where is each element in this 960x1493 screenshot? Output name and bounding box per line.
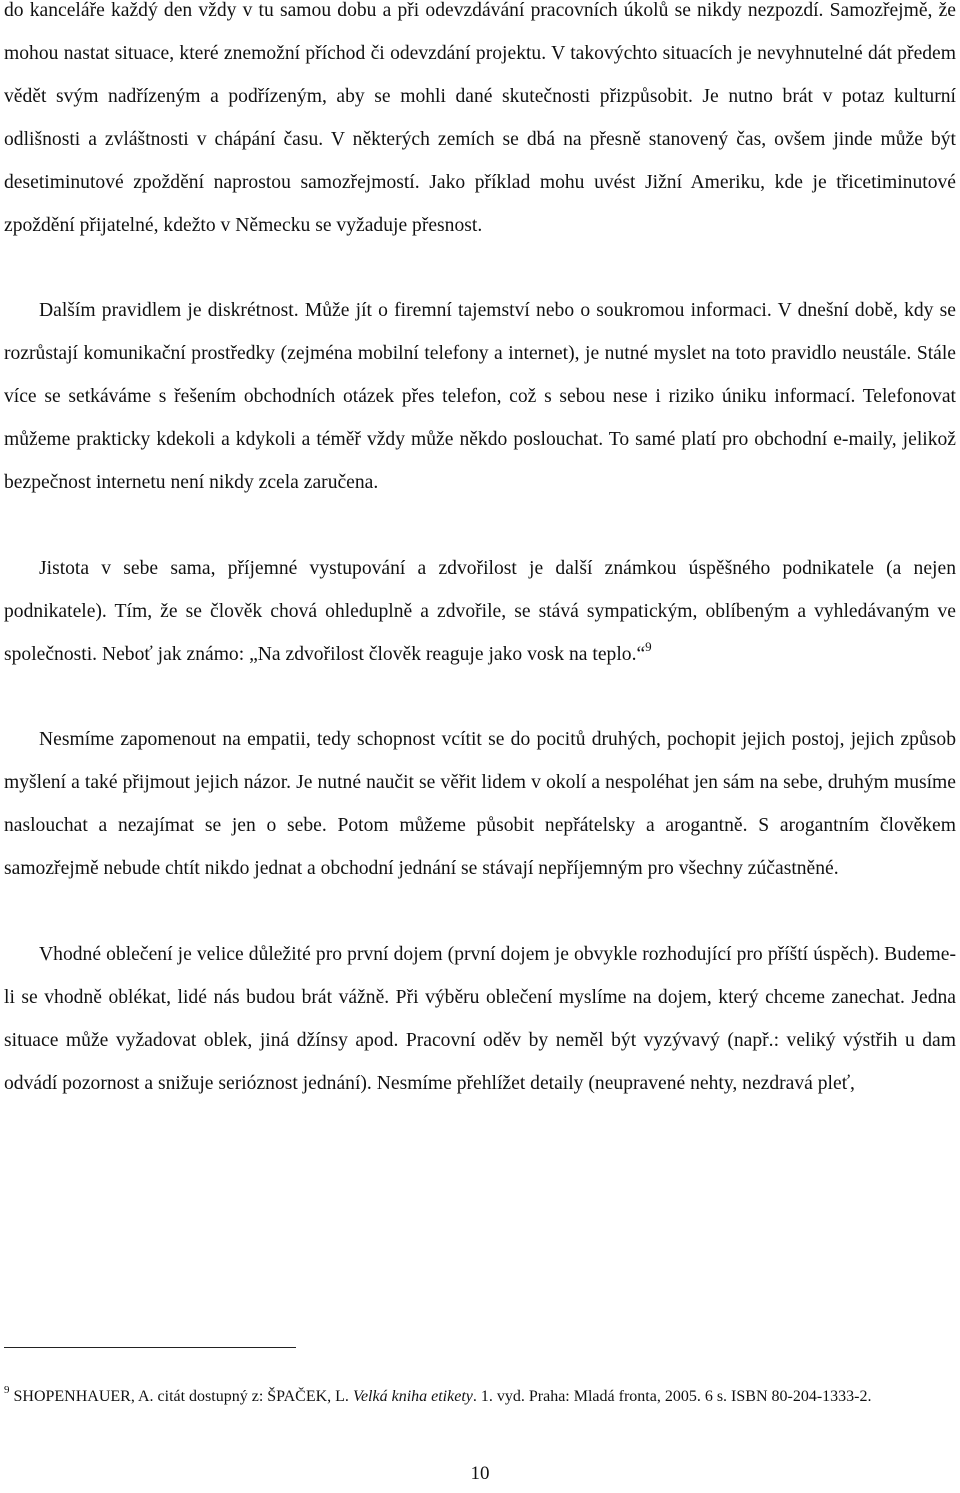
paragraph-3 bbox=[4, 548, 956, 677]
page-number: 10 bbox=[470, 1463, 490, 1484]
paragraph-2: Dalším pravidlem je diskrétnost. Může jít o firemní tajemství nebo o soukromou informaci. V dnešní době, kdy se rozrůstají komunikační prostředky (zejména mobilní telefony a internet), je nutné myslet na toto pravidlo neustále. Stále více se setkáváme s řešením obchodních otázek přes telefon, což s sebou nese i riziko úniku informací. Telefonovat můžeme prakticky kdekoli a kdykoli a téměř vždy může někdo poslouchat. To samé platí pro obchodní e-maily, jelikož bezpečnost internetu není nikdy zcela zaručena. bbox=[4, 300, 956, 493]
footnote-reference: 9 bbox=[645, 638, 652, 654]
footnote-number: 9 bbox=[4, 1384, 10, 1396]
footnote-book-title: Velká kniha etikety bbox=[352, 1388, 473, 1405]
footnote-separator bbox=[4, 1347, 296, 1348]
paragraph-5: Vhodné oblečení je velice důležité pro první dojem (první dojem je obvykle rozhodující pro příští úspěch). Budeme-li se vhodně oblékat, lidé nás budou brát vážně. Při výběru oblečení myslíme na dojem, který chceme zanechat. Jedna situace může vyžadovat oblek, jiná džínsy apod. Pracovní oděv by neměl být vyzývavý (např.: veliký výstřih u dam odvádí pozornost a snižuje serióznost jednání). Nesmíme přehlížet detaily (neupravené nehty, nezdravá pleť, bbox=[4, 943, 956, 1094]
footnote bbox=[4, 1383, 956, 1410]
paragraph-1: do kanceláře každý den vždy v tu samou dobu a při odevzdávání pracovních úkolů se nikdy nezpozdí. Samozřejmě, že mohou nastat situace, které znemožní příchod či odevzdání projektu. V takovýchto situacích je nevyhnutelné dát předem vědět svým nadřízeným a podřízeným, aby se mohli dané skutečnosti přizpůsobit. Je nutno brát v potaz kulturní odlišnosti a zvláštnosti v chápání času. V některých zemích se dbá na přesně stanovený čas, ovšem jinde může být desetiminutové zpoždění naprostou samozřejmostí. Jako příklad mohu uvést Jižní Ameriku, kde je třicetiminutové zpoždění přijatelné, kdežto v Německu se vyžaduje přesnost. bbox=[4, 0, 956, 236]
footnote-text bbox=[4, 1383, 956, 1410]
body-text bbox=[4, 0, 956, 1106]
footnote-citation-start: SHOPENHAUER, A. citát dostupný z: ŠPAČEK, L. bbox=[13, 1388, 353, 1405]
footnote-citation-end: . 1. vyd. Praha: Mladá fronta, 2005. 6 s. ISBN 80-204-1333-2. bbox=[472, 1388, 872, 1405]
paragraph-3-text: Jistota v sebe sama, příjemné vystupování a zdvořilost je další známkou úspěšného podnikatele (a nejen podnikatele). Tím, že se člověk chová ohleduplně a zdvořile, se stává sympatickým, oblíbeným a vyhledávaným ve společnosti. Neboť jak známo: „Na zdvořilost člověk reaguje jako vosk na teplo.“ bbox=[4, 557, 956, 665]
paragraph-4: Nesmíme zapomenout na empatii, tedy schopnost vcítit se do pocitů druhých, pochopit jejich postoj, jejich způsob myšlení a také přijmout jejich názor. Je nutné naučit se věřit lidem v okolí a nespoléhat jen sám na sebe, druhým musíme naslouchat a nezajímat se jen o sebe. Potom můžeme působit nepřátelsky a arogantně. S arogantním člověkem samozřejmě nebude chtít nikdo jednat a obchodní jednání se stávají nepříjemným pro všechny zúčastněné. bbox=[4, 729, 956, 880]
